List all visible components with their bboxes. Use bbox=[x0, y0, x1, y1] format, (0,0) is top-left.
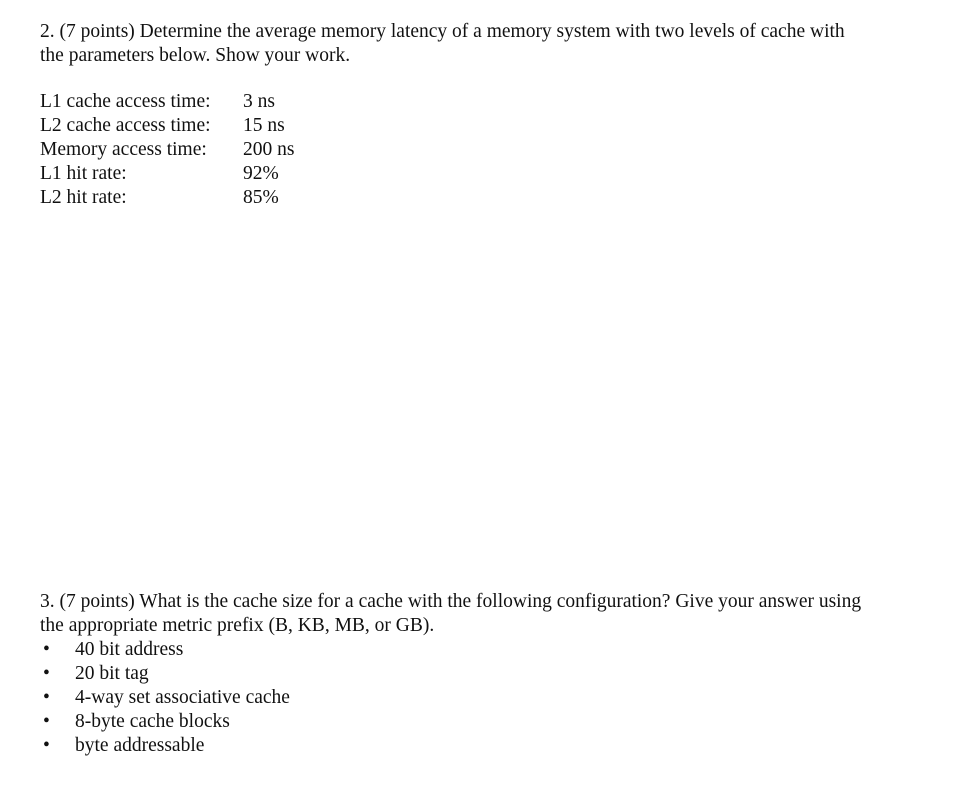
bullet-icon: • bbox=[43, 663, 50, 684]
parameter-row bbox=[40, 114, 294, 138]
parameter-value: 15 ns bbox=[243, 115, 285, 136]
question-3 bbox=[40, 590, 940, 758]
list-item bbox=[40, 662, 940, 686]
parameter-label: L2 hit rate: bbox=[40, 187, 127, 208]
list-item-text: byte addressable bbox=[75, 735, 205, 756]
question-2 bbox=[40, 20, 940, 210]
parameter-value: 3 ns bbox=[243, 91, 275, 112]
question-3-prompt bbox=[40, 590, 940, 638]
bullet-icon: • bbox=[43, 687, 50, 708]
list-item-text: 4-way set associative cache bbox=[75, 687, 290, 708]
parameter-row bbox=[40, 186, 294, 210]
list-item-text: 40 bit address bbox=[75, 639, 184, 660]
list-item bbox=[40, 734, 940, 758]
configuration-list bbox=[40, 638, 940, 758]
bullet-icon: • bbox=[43, 639, 50, 660]
parameter-label: L2 cache access time: bbox=[40, 115, 211, 136]
parameter-value: 92% bbox=[243, 163, 279, 184]
parameter-label: L1 cache access time: bbox=[40, 91, 211, 112]
parameter-row bbox=[40, 138, 294, 162]
question-2-prompt bbox=[40, 20, 940, 68]
question-2-prompt-line-1: 2. (7 points) Determine the average memory latency of a memory system with two levels of cache with bbox=[40, 21, 845, 42]
parameter-label: Memory access time: bbox=[40, 139, 207, 160]
bullet-icon: • bbox=[43, 711, 50, 732]
question-3-prompt-line-1: 3. (7 points) What is the cache size for a cache with the following configuration? Give your answer using bbox=[40, 591, 862, 612]
question-2-prompt-line-2: the parameters below. Show your work. bbox=[40, 45, 351, 66]
parameter-value: 200 ns bbox=[243, 139, 295, 160]
list-item-text: 20 bit tag bbox=[75, 663, 149, 684]
list-item-text: 8-byte cache blocks bbox=[75, 711, 230, 732]
parameter-table bbox=[40, 90, 294, 210]
list-item bbox=[40, 686, 940, 710]
parameter-row bbox=[40, 162, 294, 186]
bullet-icon: • bbox=[43, 735, 50, 756]
parameter-row bbox=[40, 90, 294, 114]
list-item bbox=[40, 638, 940, 662]
question-3-prompt-line-2: the appropriate metric prefix (B, KB, MB, or GB). bbox=[40, 615, 435, 636]
parameter-label: L1 hit rate: bbox=[40, 163, 127, 184]
parameter-value: 85% bbox=[243, 187, 279, 208]
list-item bbox=[40, 710, 940, 734]
